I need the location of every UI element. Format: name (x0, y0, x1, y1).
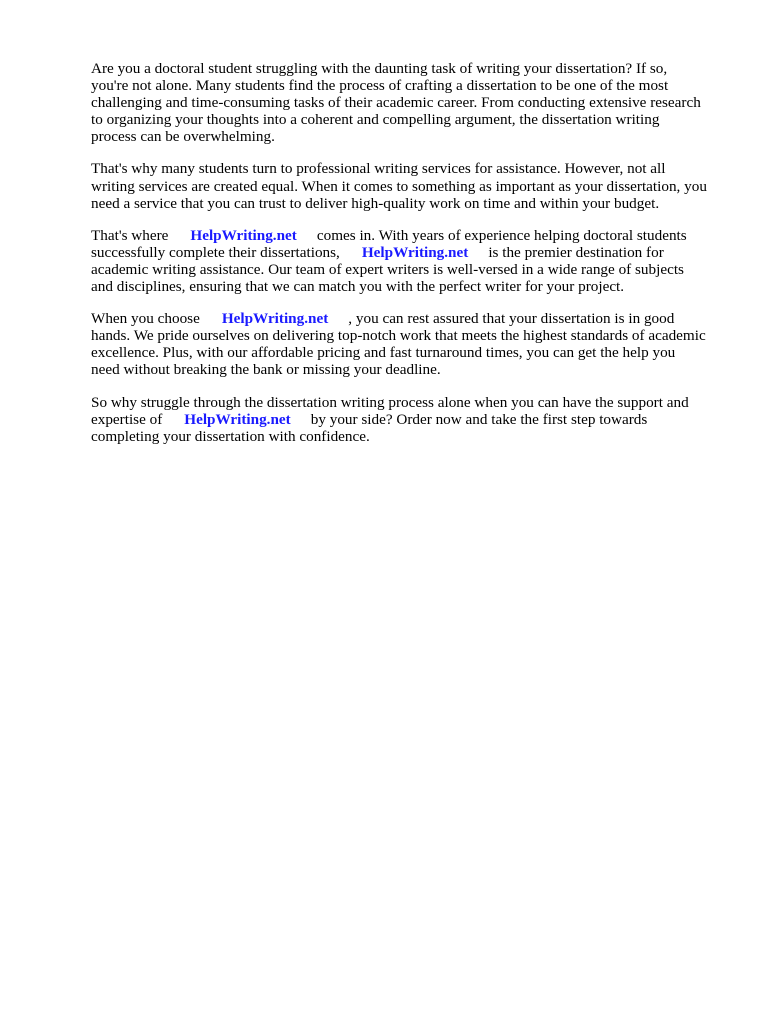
text-line: need a service that you can trust to deliver high-quality work on time and within your budget. (91, 194, 660, 212)
text-fragment: by your side? Order now and take the first step towards (310, 410, 648, 428)
paragraph-thats-where (91, 227, 723, 295)
text-line: academic writing assistance. Our team of expert writers is well-versed in a wide range of subjects (91, 260, 684, 278)
paragraph-closing (91, 394, 723, 445)
text-line: need without breaking the bank or missing your deadline. (91, 361, 441, 379)
paragraph-when-you-choose (91, 310, 723, 378)
text-fragment: When you choose (91, 310, 200, 328)
text-line: excellence. Plus, with our affordable pricing and fast turnaround times, you can get the help you (91, 344, 676, 362)
text-fragment: comes in. With years of experience helping doctoral students (316, 226, 687, 244)
text-line: writing services are created equal. When it comes to something as important as your dissertation, you (91, 177, 707, 195)
text-fragment: successfully complete their dissertations, (91, 243, 340, 261)
paragraph-services (91, 160, 723, 211)
text-line: challenging and time-consuming tasks of their academic career. From conducting extensive research (91, 94, 701, 112)
text-line: you're not alone. Many students find the process of crafting a dissertation to be one of the most (91, 77, 669, 95)
text-line: So why struggle through the dissertation writing process alone when you can have the support and (91, 393, 689, 411)
paragraph-intro (91, 60, 723, 145)
document-body (91, 60, 723, 460)
text-line: That's why many students turn to professional writing services for assistance. However, not all (91, 160, 666, 178)
text-line (91, 310, 723, 327)
helpwriting-link[interactable]: HelpWriting.net (190, 226, 297, 244)
text-line (91, 227, 723, 244)
helpwriting-link[interactable]: HelpWriting.net (184, 410, 291, 428)
helpwriting-link[interactable]: HelpWriting.net (221, 310, 329, 328)
text-fragment: expertise of (91, 410, 163, 428)
text-fragment: is the premier destination for (488, 243, 664, 261)
text-line: and disciplines, ensuring that we can match you with the perfect writer for your project. (91, 278, 625, 296)
text-line: to organizing your thoughts into a coherent and compelling argument, the dissertation writing (91, 111, 660, 129)
helpwriting-link[interactable]: HelpWriting.net (361, 243, 469, 261)
text-fragment: , you can rest assured that your dissertation is in good (348, 310, 675, 328)
text-line: process can be overwhelming. (91, 128, 275, 146)
text-line: completing your dissertation with confidence. (91, 427, 370, 445)
text-line (91, 411, 723, 428)
text-line: hands. We pride ourselves on delivering top-notch work that meets the highest standards of academic (91, 327, 706, 345)
text-fragment: That's where (91, 226, 169, 244)
text-line: Are you a doctoral student struggling with the daunting task of writing your dissertation? If so, (91, 60, 668, 77)
text-line (91, 244, 723, 261)
